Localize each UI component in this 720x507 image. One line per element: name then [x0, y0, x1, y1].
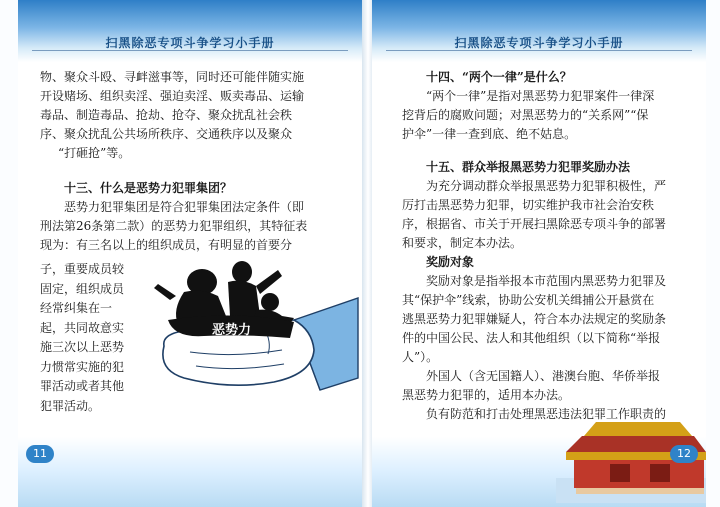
text-line: 现为：有三名以上的组织成员，有明显的首要分 [40, 238, 293, 252]
text-line: 奖励对象是指举报本市范围内黑恶势力犯罪及 [426, 274, 667, 288]
text-line: 序、聚众扰乱公共场所秩序、交通秩序以及聚众 [40, 127, 293, 141]
text-line: 犯罪活动。 [40, 398, 101, 413]
header-band [18, 0, 362, 62]
text-line: 负有防范和打击处理黑恶违法犯罪工作职责的 [426, 407, 667, 421]
hand-illustration [144, 258, 359, 428]
text-line: 毒品、制造毒品、抢劫、抢夺、聚众扰乱社会秩 [40, 108, 293, 122]
header-band [372, 0, 706, 62]
text-line: “打砸抢”等。 [58, 146, 131, 160]
text-line: 力惯常实施的犯 [40, 359, 125, 374]
section-heading: 十三、什么是恶势力犯罪集团？ [64, 181, 233, 195]
text-line: 为充分调动群众举报黑恶势力犯罪积极性，严 [426, 179, 667, 193]
right-page [372, 0, 706, 507]
illustration-label: 恶势力 [212, 323, 252, 338]
left-text-top [40, 68, 350, 255]
left-page [18, 0, 362, 507]
text-line: 和要求，制定本办法。 [402, 236, 523, 250]
text-line: 经常纠集在一 [40, 301, 113, 315]
wrapped-text [40, 260, 145, 416]
text-line: 物、聚众斗殴、寻衅滋事等，同时还可能伴随实施 [40, 70, 305, 84]
section-heading: 十五、群众举报黑恶势力犯罪奖励办法 [426, 160, 631, 174]
page-number: 11 [26, 445, 54, 463]
text-line: 其“保护伞”线索，协助公安机关缉捕公开悬赏在 [402, 293, 655, 307]
footer-band [18, 437, 362, 507]
section-heading: 十四、“两个一律”是什么？ [426, 70, 572, 84]
text-line: 恶势力犯罪集团是符合犯罪集团法定条件（即 [64, 200, 305, 214]
text-line: 护伞”一律一查到底、绝不姑息。 [402, 127, 577, 141]
text-line: 固定，组织成员 [40, 281, 125, 296]
right-text [402, 68, 692, 424]
text-line: 起，共同故意实 [40, 320, 125, 335]
text-line: 序，根据省、市关于开展扫黑除恶专项斗争的部署 [402, 217, 667, 231]
text-line: 施三次以上恶势 [40, 340, 125, 354]
text-line: 件的中国公民、法人和其他组织（以下简称“举报 [402, 331, 661, 345]
text-line: 刑法第26条第二款）的恶势力犯罪组织，其特征表 [40, 219, 308, 233]
subheading: 奖励对象 [426, 255, 475, 269]
text-line: 开设赌场、组织卖淫、强迫卖淫、贩卖毒品、运输 [40, 89, 305, 103]
book-gutter [362, 0, 372, 507]
text-line: 挖背后的腐败问题；对黑恶势力的“关系网”“保 [402, 108, 649, 122]
text-line: 罪活动或者其他 [40, 379, 125, 393]
text-line: 子，重要成员较 [40, 262, 125, 276]
header-rule [32, 50, 348, 51]
text-line: 外国人（含无国籍人）、港澳台胞、华侨举报 [426, 369, 661, 383]
text-line: 人”）。 [402, 350, 439, 364]
page-number: 12 [670, 445, 698, 463]
text-line: 厉打击黑恶势力犯罪，切实维护我市社会治安秩 [402, 198, 655, 212]
header-rule [386, 50, 692, 51]
text-line: “两个一律”是指对黑恶势力犯罪案件一律深 [426, 89, 655, 103]
text-line: 逃黑恶势力犯罪嫌疑人，符合本办法规定的奖励条 [402, 312, 667, 326]
header-title: 扫黑除恶专项斗争学习小手册 [454, 36, 624, 50]
text-line: 黑恶势力犯罪的，适用本办法。 [402, 388, 571, 402]
header-title: 扫黑除恶专项斗争学习小手册 [105, 36, 275, 50]
